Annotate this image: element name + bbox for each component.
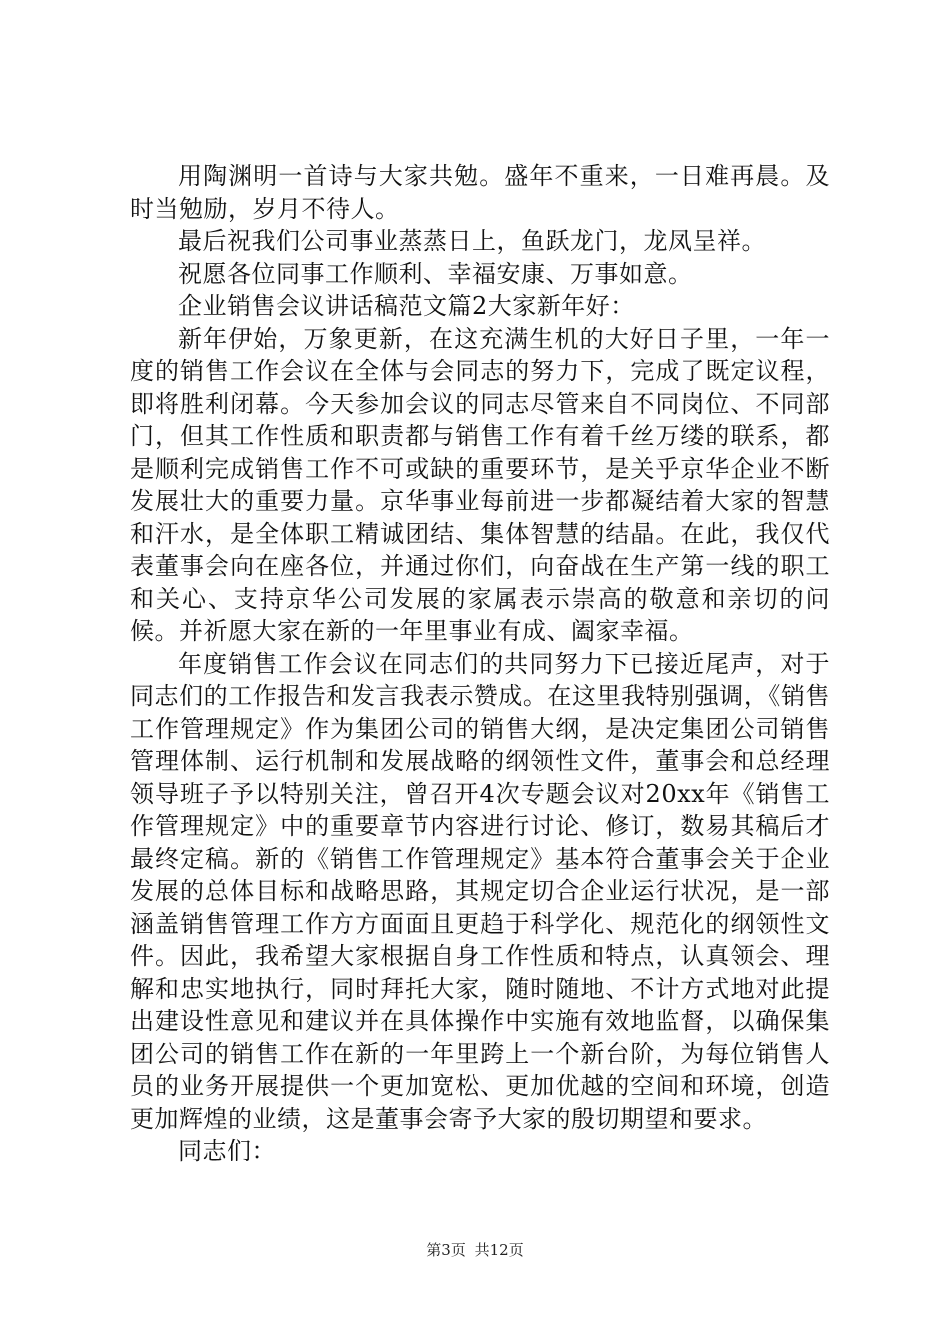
page-footer: [0, 1240, 950, 1260]
paragraph-colleague-wish: 祝愿各位同事工作顺利、幸福安康、万事如意。: [178, 259, 693, 288]
paragraph-poem: 用陶渊明一首诗与大家共勉。盛年不重来，一日难再晨。及时当勉励，岁月不待人。: [130, 162, 830, 223]
paragraph-company-wish: 最后祝我们公司事业蒸蒸日上，鱼跃龙门，龙凤呈祥。: [178, 227, 766, 255]
page-number: 第3页: [426, 1241, 466, 1259]
paragraph-new-year-speech: 新年伊始，万象更新，在这充满生机的大好日子里，一年一度的销售工作会议在全体与会同志的努力下，完成了既定议程，即将胜利闭幕。今天参加会议的同志尽管来自不同岗位、不同部门，但其工作性质和职责都与销售工作有着千丝万缕的联系，都是顺利完成销售工作不可或缺的重要环节，是关乎京华企业不断发展壮大的重要力量。京华事业每前进一步都凝结着大家的智慧和汗水，是全体职工精诚团结、集体智慧的结晶。在此，我仅代表董事会向在座各位，并通过你们，向奋战在生产第一线的职工和关心、支持京华公司发展的家属表示崇高的敬意和亲切的问候。并祈愿大家在新的一年里事业有成、阖家幸福。: [130, 324, 830, 645]
paragraph-section-heading: 企业销售会议讲话稿范文篇2大家新年好：: [178, 292, 635, 320]
paragraph-salutation: 同志们：: [178, 1137, 276, 1165]
document-body: [130, 160, 830, 1168]
page-total: 共12页: [474, 1241, 524, 1259]
paragraph-sales-regulations: 年度销售工作会议在同志们的共同努力下已接近尾声，对于同志们的工作报告和发言我表示赞成。在这里我特别强调，《销售工作管理规定》作为集团公司的销售大纲，是决定集团公司销售管理体制、运行机制和发展战略的纲领性文件，董事会和总经理领导班子予以特别关注，曾召开4次专题会议对20xx年《销售工作管理规定》中的重要章节内容进行讨论、修订，数易其稿后才最终定稿。新的《销售工作管理规定》基本符合董事会关于企业发展的总体目标和战略思路，其规定切合企业运行状况，是一部涵盖销售管理工作方方面面且更趋于科学化、规范化的纲领性文件。因此，我希望大家根据自身工作性质和特点，认真领会、理解和忠实地执行，同时拜托大家，随时随地、不计方式地对此提出建设性意见和建议并在具体操作中实施有效地监督，以确保集团公司的销售工作在新的一年里跨上一个新台阶，为每位销售人员的业务开展提供一个更加宽松、更加优越的空间和环境，创造更加辉煌的业绩，这是董事会寄予大家的殷切期望和要求。: [130, 649, 830, 1133]
